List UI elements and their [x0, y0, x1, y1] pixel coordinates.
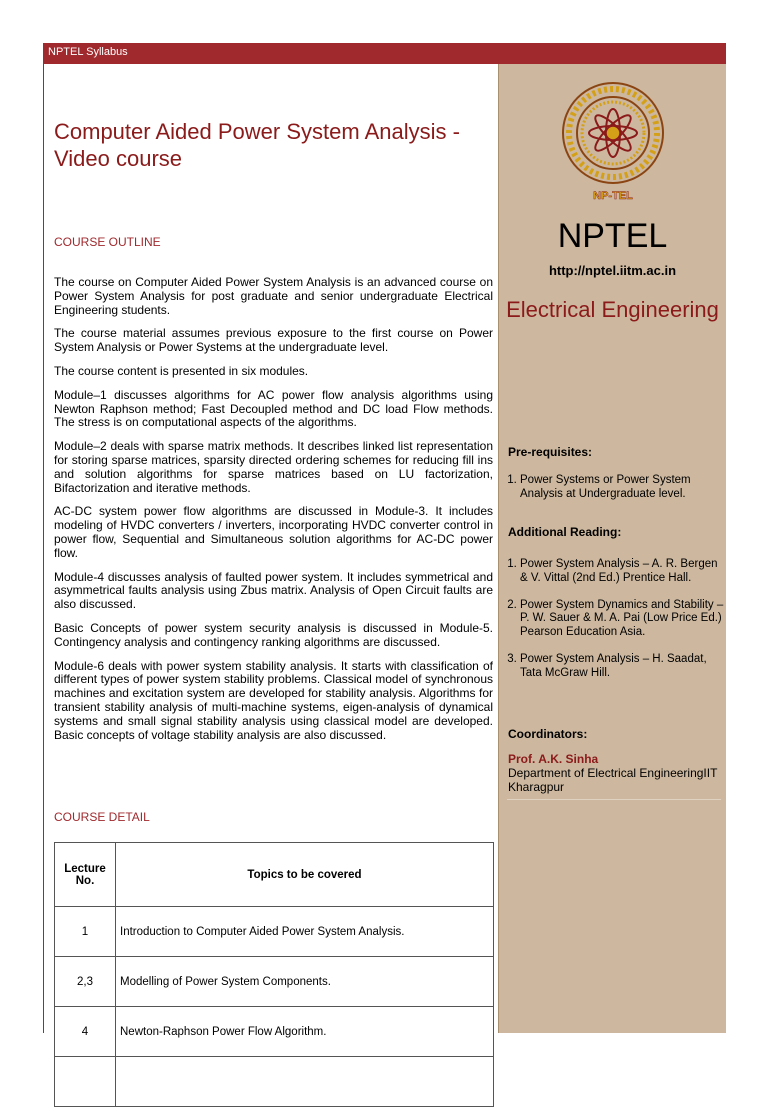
list-item: 1. Power Systems or Power System Analysis at Undergraduate level.	[520, 474, 725, 502]
main-content	[44, 64, 498, 1038]
additional-reading-list	[502, 558, 725, 694]
list-item: 3. Power System Analysis – H. Saadat, Tata McGraw Hill.	[520, 653, 725, 681]
department-name: Electrical Engineering	[506, 297, 719, 322]
table-row	[55, 907, 494, 957]
coordinators-heading: Coordinators:	[508, 727, 588, 741]
table-row	[55, 1007, 494, 1057]
brand-name: NPTEL	[557, 217, 668, 255]
outline-paragraph: Module–2 deals with sparse matrix methods. It describes linked list representation for storing sparse matrices, sparsity directed ordering schemes for reducing fill ins and solution algorithms for sparse matrices based on LU factorization, Bifactorization and iterative methods.	[54, 439, 493, 495]
prerequisites-heading: Pre-requisites:	[508, 445, 593, 459]
header-bar	[44, 43, 725, 64]
additional-reading-heading: Additional Reading:	[508, 525, 622, 539]
lecture-number	[55, 1057, 116, 1107]
course-detail-table	[54, 842, 494, 1107]
lecture-topic	[116, 1057, 494, 1107]
outline-paragraph: The course on Computer Aided Power System Analysis is an advanced course on Power System Analysis for post graduate and senior undergraduate Electrical Engineering students.	[54, 275, 493, 317]
table-row	[55, 957, 494, 1007]
lecture-number: 1	[55, 907, 116, 957]
prerequisites-list	[502, 474, 725, 515]
table-row	[55, 1057, 494, 1107]
outline-paragraph: Module-6 deals with power system stability analysis. It starts with classification of different types of power system stability problems. Classical model of synchronous machines and excitation system are developed for stability analysis. Algorithms for transient stability analysis of multi-machine systems, eigen-analysis of dynamical systems and small signal stability analysis using classical model are developed. Basic concepts of voltage stability analysis are also discussed.	[54, 658, 493, 742]
column-header-topics: Topics to be covered	[116, 843, 494, 907]
outline-paragraph: The course content is presented in six modules.	[54, 363, 309, 378]
coordinator-department: Department of Electrical EngineeringIIT Kharagpur	[508, 766, 718, 794]
syllabus-page	[43, 43, 726, 1038]
header-label: NPTEL Syllabus	[48, 46, 128, 58]
coordinator-name: Prof. A.K. Sinha	[508, 752, 599, 766]
nptel-logo-icon	[539, 66, 687, 216]
logo-caption: NP-TEL	[593, 190, 633, 202]
table-header-row	[55, 843, 494, 907]
sidebar	[498, 64, 726, 1033]
lecture-number: 4	[55, 1007, 116, 1057]
sidebar-divider	[507, 799, 721, 800]
course-title: Computer Aided Power System Analysis - Video course	[54, 119, 460, 171]
list-item: 2. Power System Dynamics and Stability – P. W. Sauer & M. A. Pai (Low Price Ed.) Pearson Education Asia.	[520, 599, 725, 640]
site-url-link[interactable]: http://nptel.iitm.ac.in	[548, 263, 677, 278]
outline-paragraph: Module–1 discusses algorithms for AC power flow analysis algorithms using Newton Raphson method; Fast Decoupled method and DC load Flow methods. The stress is on computational aspects of the algorithms.	[54, 387, 493, 430]
column-header-lecture: Lecture No.	[55, 843, 116, 907]
course-outline-body	[54, 276, 493, 752]
course-detail-heading: COURSE DETAIL	[54, 810, 150, 824]
outline-paragraph: Module-4 discusses analysis of faulted power system. It includes symmetrical and asymmetrical faults analysis using Zbus matrix. Analysis of Open Circuit faults are also discussed.	[54, 569, 493, 612]
outline-paragraph: Basic Concepts of power system security analysis is discussed in Module-5. Contingency analysis and contingency ranking algorithms are discussed.	[54, 620, 493, 649]
lecture-topic: Introduction to Computer Aided Power System Analysis.	[116, 907, 494, 957]
outline-paragraph: The course material assumes previous exposure to the first course on Power System Analysis or Power Systems at the undergraduate level.	[54, 326, 493, 355]
outline-paragraph: AC-DC system power flow algorithms are discussed in Module-3. It includes modeling of HVDC converters / inverters, incorporating HVDC converter control in power flow, Sequential and Simultaneous solution algorithms for AC-DC power flow.	[54, 504, 493, 560]
lecture-topic: Newton-Raphson Power Flow Algorithm.	[116, 1007, 494, 1057]
lecture-topic: Modelling of Power System Components.	[116, 957, 494, 1007]
course-outline-heading: COURSE OUTLINE	[54, 235, 161, 249]
list-item: 1. Power System Analysis – A. R. Bergen & V. Vittal (2nd Ed.) Prentice Hall.	[520, 558, 725, 586]
lecture-number: 2,3	[55, 957, 116, 1007]
